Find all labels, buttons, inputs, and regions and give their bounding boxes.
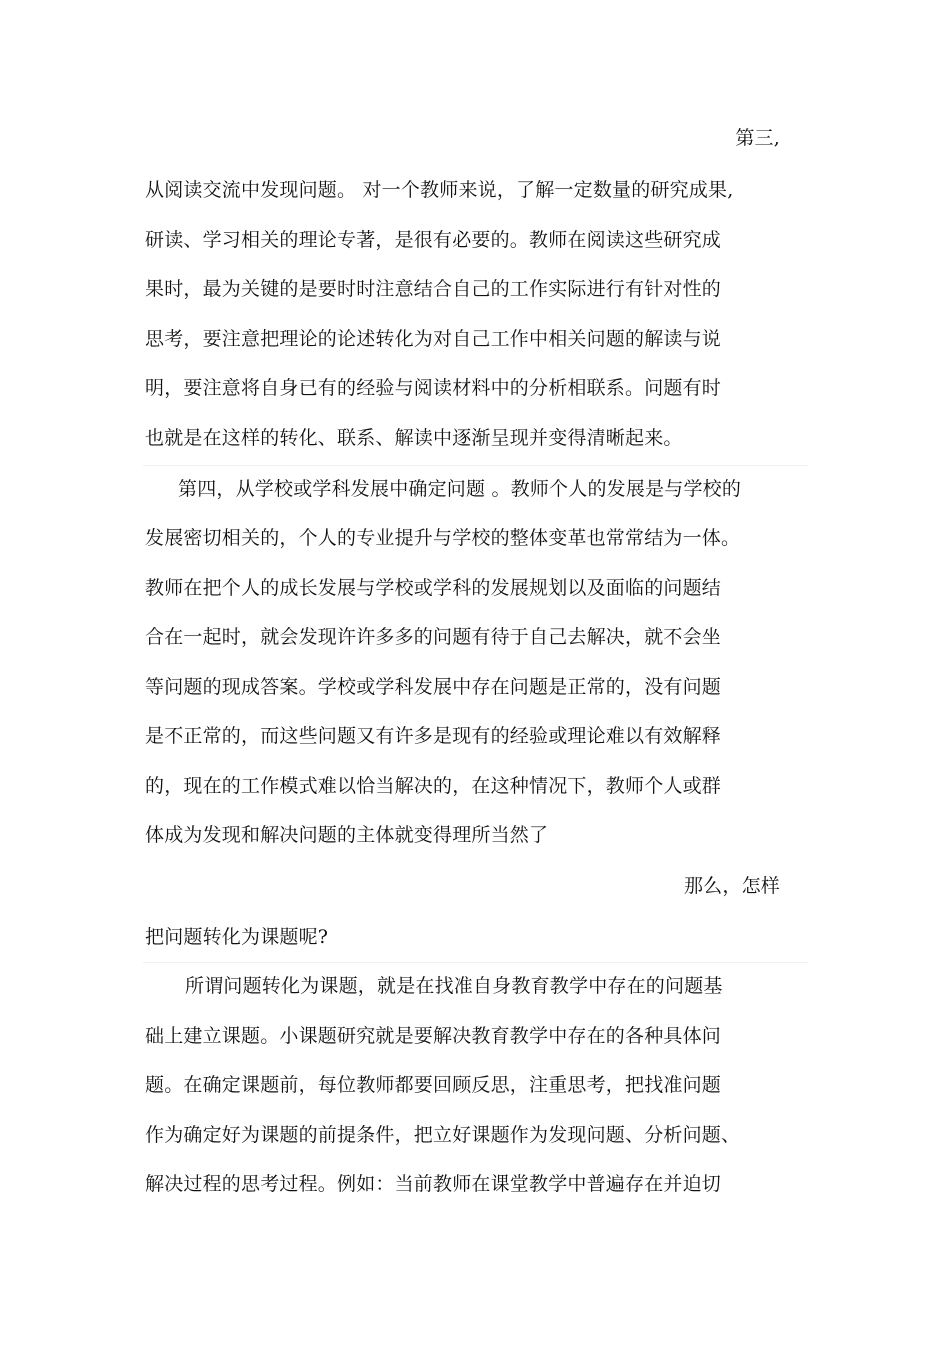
question-line: 把问题转化为课题呢? xyxy=(145,926,329,948)
paragraph-line: 所谓问题转化为课题，就是在找准自身教育教学中存在的问题基 xyxy=(185,975,723,997)
paragraph-line: 明，要注意将自身已有的经验与阅读材料中的分析相联系。问题有时 xyxy=(145,377,722,399)
paragraph-line: 体成为发现和解决问题的主体就变得理所当然了 xyxy=(145,824,549,846)
paragraph-line: 第四，从学校或学科发展中确定问题 。教师个人的发展是与学校的 xyxy=(178,478,742,500)
paragraph-line: 作为确定好为课题的前提条件，把立好课题作为发现问题、分析问题、 xyxy=(145,1124,741,1146)
paragraph-line: 等问题的现成答案。学校或学科发展中存在问题是正常的，没有问题 xyxy=(145,676,722,698)
paragraph-line: 研读、学习相关的理论专著，是很有必要的。教师在阅读这些研究成 xyxy=(145,229,722,251)
paragraph-line: 础上建立课题。小课题研究就是要解决教育教学中存在的各种具体问 xyxy=(145,1025,722,1047)
paragraph-line: 思考，要注意把理论的论述转化为对自己工作中相关问题的解读与说 xyxy=(145,328,722,350)
divider xyxy=(143,465,808,466)
paragraph-line: 果时，最为关键的是要时时注意结合自己的工作实际进行有针对性的 xyxy=(145,278,722,300)
paragraph-line: 题。在确定课题前，每位教师都要回顾反思，注重思考，把找准问题 xyxy=(145,1074,722,1096)
paragraph-line: 解决过程的思考过程。例如：当前教师在课堂教学中普遍存在并迫切 xyxy=(145,1173,722,1195)
paragraph-line: 从阅读交流中发现问题。 对一个教师来说，了解一定数量的研究成果, xyxy=(145,179,734,201)
divider xyxy=(143,962,808,963)
question-tail: 那么，怎样 xyxy=(683,875,780,897)
paragraph-line: 的，现在的工作模式难以恰当解决的，在这种情况下，教师个人或群 xyxy=(145,775,722,797)
paragraph-line: 也就是在这样的转化、联系、解读中逐渐呈现并变得清晰起来。 xyxy=(145,427,683,449)
paragraph-line: 合在一起时，就会发现许许多多的问题有待于自己去解决，就不会坐 xyxy=(145,626,722,648)
paragraph-line: 发展密切相关的，个人的专业提升与学校的整体变革也常常结为一体。 xyxy=(145,527,741,549)
section3-heading-tail: 第三, xyxy=(735,127,780,149)
paragraph-line: 教师在把个人的成长发展与学校或学科的发展规划以及面临的问题结 xyxy=(145,577,722,599)
paragraph-line: 是不正常的，而这些问题又有许多是现有的经验或理论难以有效解释 xyxy=(145,725,722,747)
